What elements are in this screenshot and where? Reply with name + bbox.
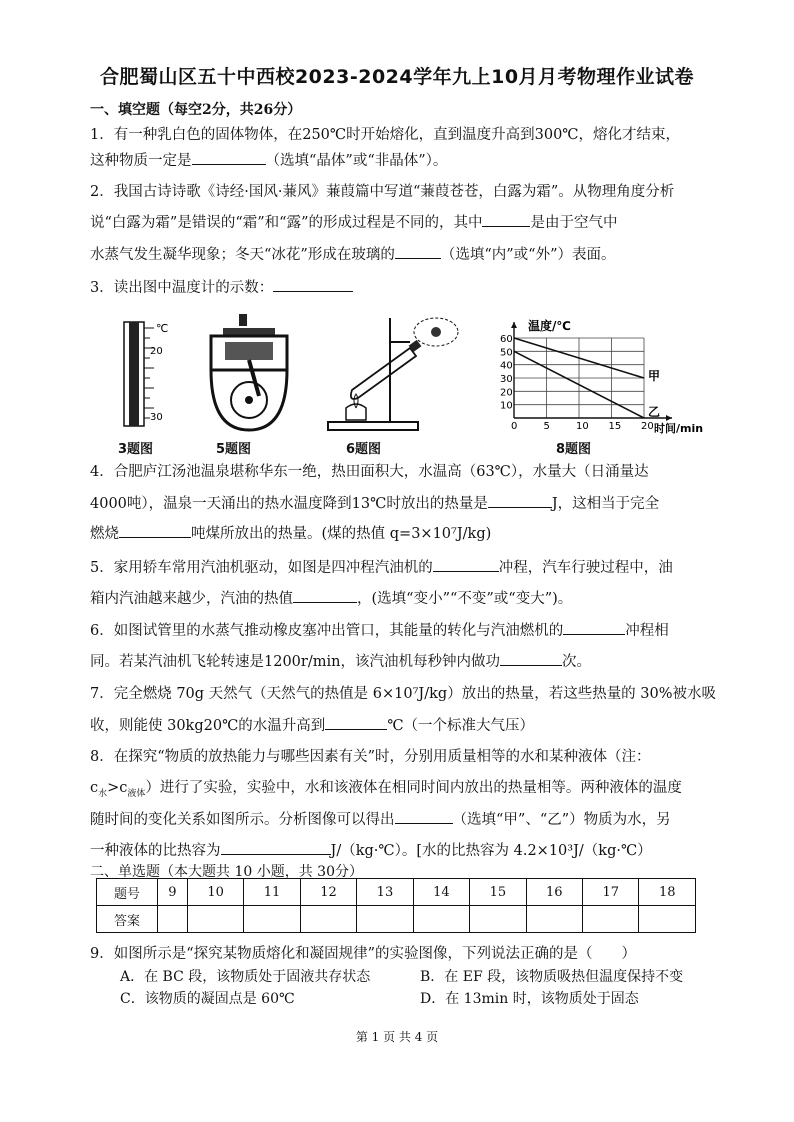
- q5-text-c: 箱内汽油越来越少，汽油的热值: [90, 591, 293, 607]
- thermometer-tick-30: 30: [150, 412, 163, 423]
- table-num-cell: 9: [158, 879, 188, 906]
- q4-text-b: J，这相当于完全: [551, 496, 660, 512]
- fig8-caption: 8题图: [556, 442, 592, 457]
- flame: [354, 394, 358, 408]
- table-num-cell: 18: [639, 879, 696, 906]
- q6-text-d: 次。: [561, 654, 591, 670]
- answer-cell[interactable]: [583, 906, 639, 933]
- table-row-answers: [97, 906, 696, 933]
- q8-text-g: J/（kg·℃）。[水的比热容为 4.2×10³J/（kg·℃）: [330, 843, 652, 859]
- q7-text-b: ℃（一个标准大气压）: [387, 718, 535, 734]
- q7-answer-blank[interactable]: [325, 715, 387, 730]
- chart-x-tick-label: 10: [576, 421, 589, 432]
- test-tube-figure: [318, 312, 468, 434]
- q4-answer-blank-2[interactable]: [119, 523, 191, 538]
- q8-text-c-water: c: [90, 780, 99, 796]
- piston: [225, 342, 273, 360]
- q5-text-b: 冲程，汽车行驶过程中，油: [498, 560, 673, 576]
- q4-text-a: 4000吨），温泉一天涌出的热水温度降到13℃时放出的热量是: [90, 496, 488, 512]
- q8-line2: [90, 778, 730, 804]
- q5-line1: [90, 557, 730, 578]
- q7-text-a: 收，则能使 30kg20℃的水温升高到: [90, 718, 326, 734]
- answer-cell[interactable]: [300, 906, 356, 933]
- q4-line3: [90, 523, 730, 544]
- q8-sub-liquid: 液体: [127, 788, 146, 799]
- answer-cell[interactable]: [470, 906, 526, 933]
- fig3-caption: 3题图: [118, 442, 154, 457]
- alcohol-lamp: [346, 404, 366, 420]
- chart-x-label: 时间/min: [654, 422, 704, 435]
- q2-line2: [90, 212, 730, 233]
- table-row-numbers: [97, 879, 696, 906]
- q2-text-c: 水蒸气发生凝华现象；冬天“冰花”形成在玻璃的: [90, 247, 395, 263]
- q9-option-a[interactable]: A．在 BC 段，该物质处于固液共存状态: [120, 969, 371, 985]
- temperature-time-chart: [494, 318, 704, 435]
- section-fill-in-heading: 一、填空题（每空2分，共26分）: [90, 102, 302, 118]
- q8-answer-blank-2[interactable]: [221, 840, 331, 855]
- q6-text-c: 同。若某汽油机飞轮转速是1200r/min，该汽油机每秒钟内做功: [90, 654, 500, 670]
- chart-x-tick-label: 0: [511, 421, 518, 432]
- q8-text-gt: >c: [107, 780, 128, 796]
- q7-line2: [90, 715, 730, 736]
- table-num-cell: 14: [413, 879, 469, 906]
- fig5-caption: 5题图: [216, 442, 252, 457]
- q1-text-b: （选填“晶体”或“非晶体”）。: [265, 153, 448, 169]
- answer-cell[interactable]: [526, 906, 582, 933]
- q4-answer-blank-1[interactable]: [488, 493, 552, 508]
- q1-line1: 1．有一种乳白色的固体物体，在250℃时开始熔化，直到温度升高到300℃，熔化才结束，: [90, 127, 681, 143]
- q2-answer-blank-1[interactable]: [482, 212, 530, 227]
- q3-line: [90, 277, 730, 298]
- q9-option-d[interactable]: D．在 13min 时，该物质处于固态: [420, 991, 639, 1007]
- table-num-cell: 10: [187, 879, 243, 906]
- q1-text-a: 这种物质一定是: [90, 153, 192, 169]
- thermometer-liquid: [129, 322, 139, 426]
- q6-text-a: 6．如图试管里的水蒸气推动橡皮塞冲出管口，其能量的转化与汽油燃机的: [90, 623, 564, 639]
- q2-text-a: 说“白露为霜”是错误的“霜”和“露”的形成过程是不同的，其中: [90, 215, 483, 231]
- table-num-cell: 11: [244, 879, 300, 906]
- q8-text-f: 一种液体的比热容为: [90, 843, 221, 859]
- thermometer-tick-20: 20: [150, 346, 163, 357]
- q4-text-d: 吨煤所放出的热量。(煤的热值 q=3×10⁷J/kg): [191, 526, 492, 542]
- page-title: 合肥蜀山区五十中西校2023-2024学年九上10月月考物理作业试卷: [99, 66, 695, 88]
- chart-x-tick-label: 20: [641, 421, 654, 432]
- answer-cell[interactable]: [244, 906, 300, 933]
- chart-y-tick-label: 20: [500, 387, 513, 399]
- connecting-rod: [249, 360, 259, 396]
- q4-text-c: 燃烧: [90, 526, 119, 542]
- chart-y-tick-label: 10: [500, 400, 513, 412]
- q1-line2: [90, 150, 730, 171]
- table-num-cell: 13: [357, 879, 413, 906]
- q8-text-d: 随时间的变化关系如图所示。分析图像可以得出: [90, 812, 395, 828]
- engine-figure: [203, 312, 295, 434]
- section-single-choice-heading: 二、单选题（本大题共 10 小题，共 30分）: [90, 864, 363, 880]
- q8-text-e: （选填“甲”、“乙”）物质为水，另: [452, 812, 671, 828]
- chart-y-tick-label: 30: [500, 374, 513, 385]
- q9-option-b[interactable]: B．在 EF 段，该物质吸热但温度保持不变: [420, 969, 684, 985]
- q8-line3: [90, 809, 730, 830]
- q6-answer-blank-1[interactable]: [563, 620, 625, 635]
- chart-y-tick-label: 60: [500, 334, 513, 345]
- answer-cell[interactable]: [639, 906, 696, 933]
- chart-x-tick-label: 5: [543, 421, 550, 432]
- q2-line3: [90, 244, 730, 265]
- chart-series-label: 甲: [648, 369, 661, 383]
- flying-stopper: [431, 327, 441, 337]
- q8-sub-water: 水: [98, 788, 108, 799]
- q6-text-b: 冲程相: [625, 623, 669, 639]
- q2-text-d: （选填“内”或“外”）表面。: [440, 247, 616, 263]
- q6-line1: [90, 620, 730, 641]
- chart-series-label: 乙: [648, 405, 661, 419]
- q9-option-c[interactable]: C．该物质的凝固点是 60℃: [120, 991, 295, 1007]
- page-footer: 第 1 页 共 4 页: [355, 1030, 439, 1044]
- q4-line1: 4．合肥庐江汤池温泉堪称华东一绝，热田面积大，水温高（63℃），水量大（日涌量达: [90, 464, 649, 480]
- answer-cell[interactable]: [187, 906, 243, 933]
- q8-line4: [90, 840, 730, 861]
- chart-x-arrow: [666, 415, 672, 421]
- q5-line2: [90, 588, 730, 609]
- chart-y-tick-label: 50: [500, 347, 513, 359]
- chart-y-label: 温度/℃: [528, 319, 571, 333]
- q9-stem: 9．如图所示是“探究某物质熔化和凝固规律”的实验图像，下列说法正确的是（ ）: [90, 946, 637, 962]
- q5-text-a: 5．家用轿车常用汽油机驱动，如图是四冲程汽油机的: [90, 560, 433, 576]
- stand-base: [328, 422, 418, 430]
- answer-cell[interactable]: [357, 906, 413, 933]
- q5-text-d: ，(选填“变小”“不变”或“变大”)。: [357, 591, 573, 607]
- thermometer-figure: [110, 318, 180, 430]
- q8-text-rest: ）进行了实验，实验中，水和该液体在相同时间内放出的热量相等。两种液体的温度: [145, 780, 682, 796]
- q6-line2: [90, 651, 730, 672]
- q7-line1: 7．完全燃烧 70g 天然气（天然气的热值是 6×10⁷J/kg）放出的热量，若这些热量的 30%被水吸: [90, 686, 717, 702]
- table-answer-label: 答案: [97, 906, 158, 933]
- thermometer-unit: ℃: [156, 322, 169, 335]
- crank-axle: [245, 396, 253, 404]
- q4-line2: [90, 493, 730, 514]
- q2-text-b: 是由于空气中: [530, 215, 618, 231]
- answer-cell[interactable]: [158, 906, 188, 933]
- q2-line1: 2．我国古诗诗歌《诗经·国风·蒹风》蒹葭篇中写道“蒹葭苍苍，白露为霜”。从物理角度分析: [90, 184, 675, 200]
- q8-line1: 8．在探究“物质的放热能力与哪些因素有关”时，分别用质量相等的水和某种液体（注：: [90, 749, 651, 765]
- chart-x-tick-label: 15: [608, 421, 622, 432]
- q1-answer-blank[interactable]: [192, 150, 266, 165]
- table-num-cell: 15: [470, 879, 526, 906]
- fig6-caption: 6题图: [346, 442, 382, 457]
- answer-cell[interactable]: [413, 906, 469, 933]
- table-num-cell: 17: [583, 879, 639, 906]
- test-tube: [351, 348, 416, 399]
- q3-answer-blank[interactable]: [273, 277, 353, 292]
- q2-answer-blank-2[interactable]: [395, 244, 441, 259]
- table-num-cell: 16: [526, 879, 582, 906]
- q8-answer-blank-1[interactable]: [395, 809, 453, 824]
- q3-text: 3．读出图中温度计的示数：: [90, 280, 274, 296]
- chart-y-tick-label: 40: [500, 360, 513, 372]
- thermometer-ticks: [144, 328, 154, 418]
- spark-plug: [239, 314, 247, 326]
- q5-answer-blank-2[interactable]: [293, 588, 357, 603]
- q6-answer-blank-2[interactable]: [500, 651, 562, 666]
- q5-answer-blank-1[interactable]: [433, 557, 499, 572]
- table-num-cell: 12: [300, 879, 356, 906]
- table-header-cell: 题号: [97, 879, 158, 906]
- answer-table: [96, 878, 696, 933]
- chart-y-arrow: [511, 322, 517, 328]
